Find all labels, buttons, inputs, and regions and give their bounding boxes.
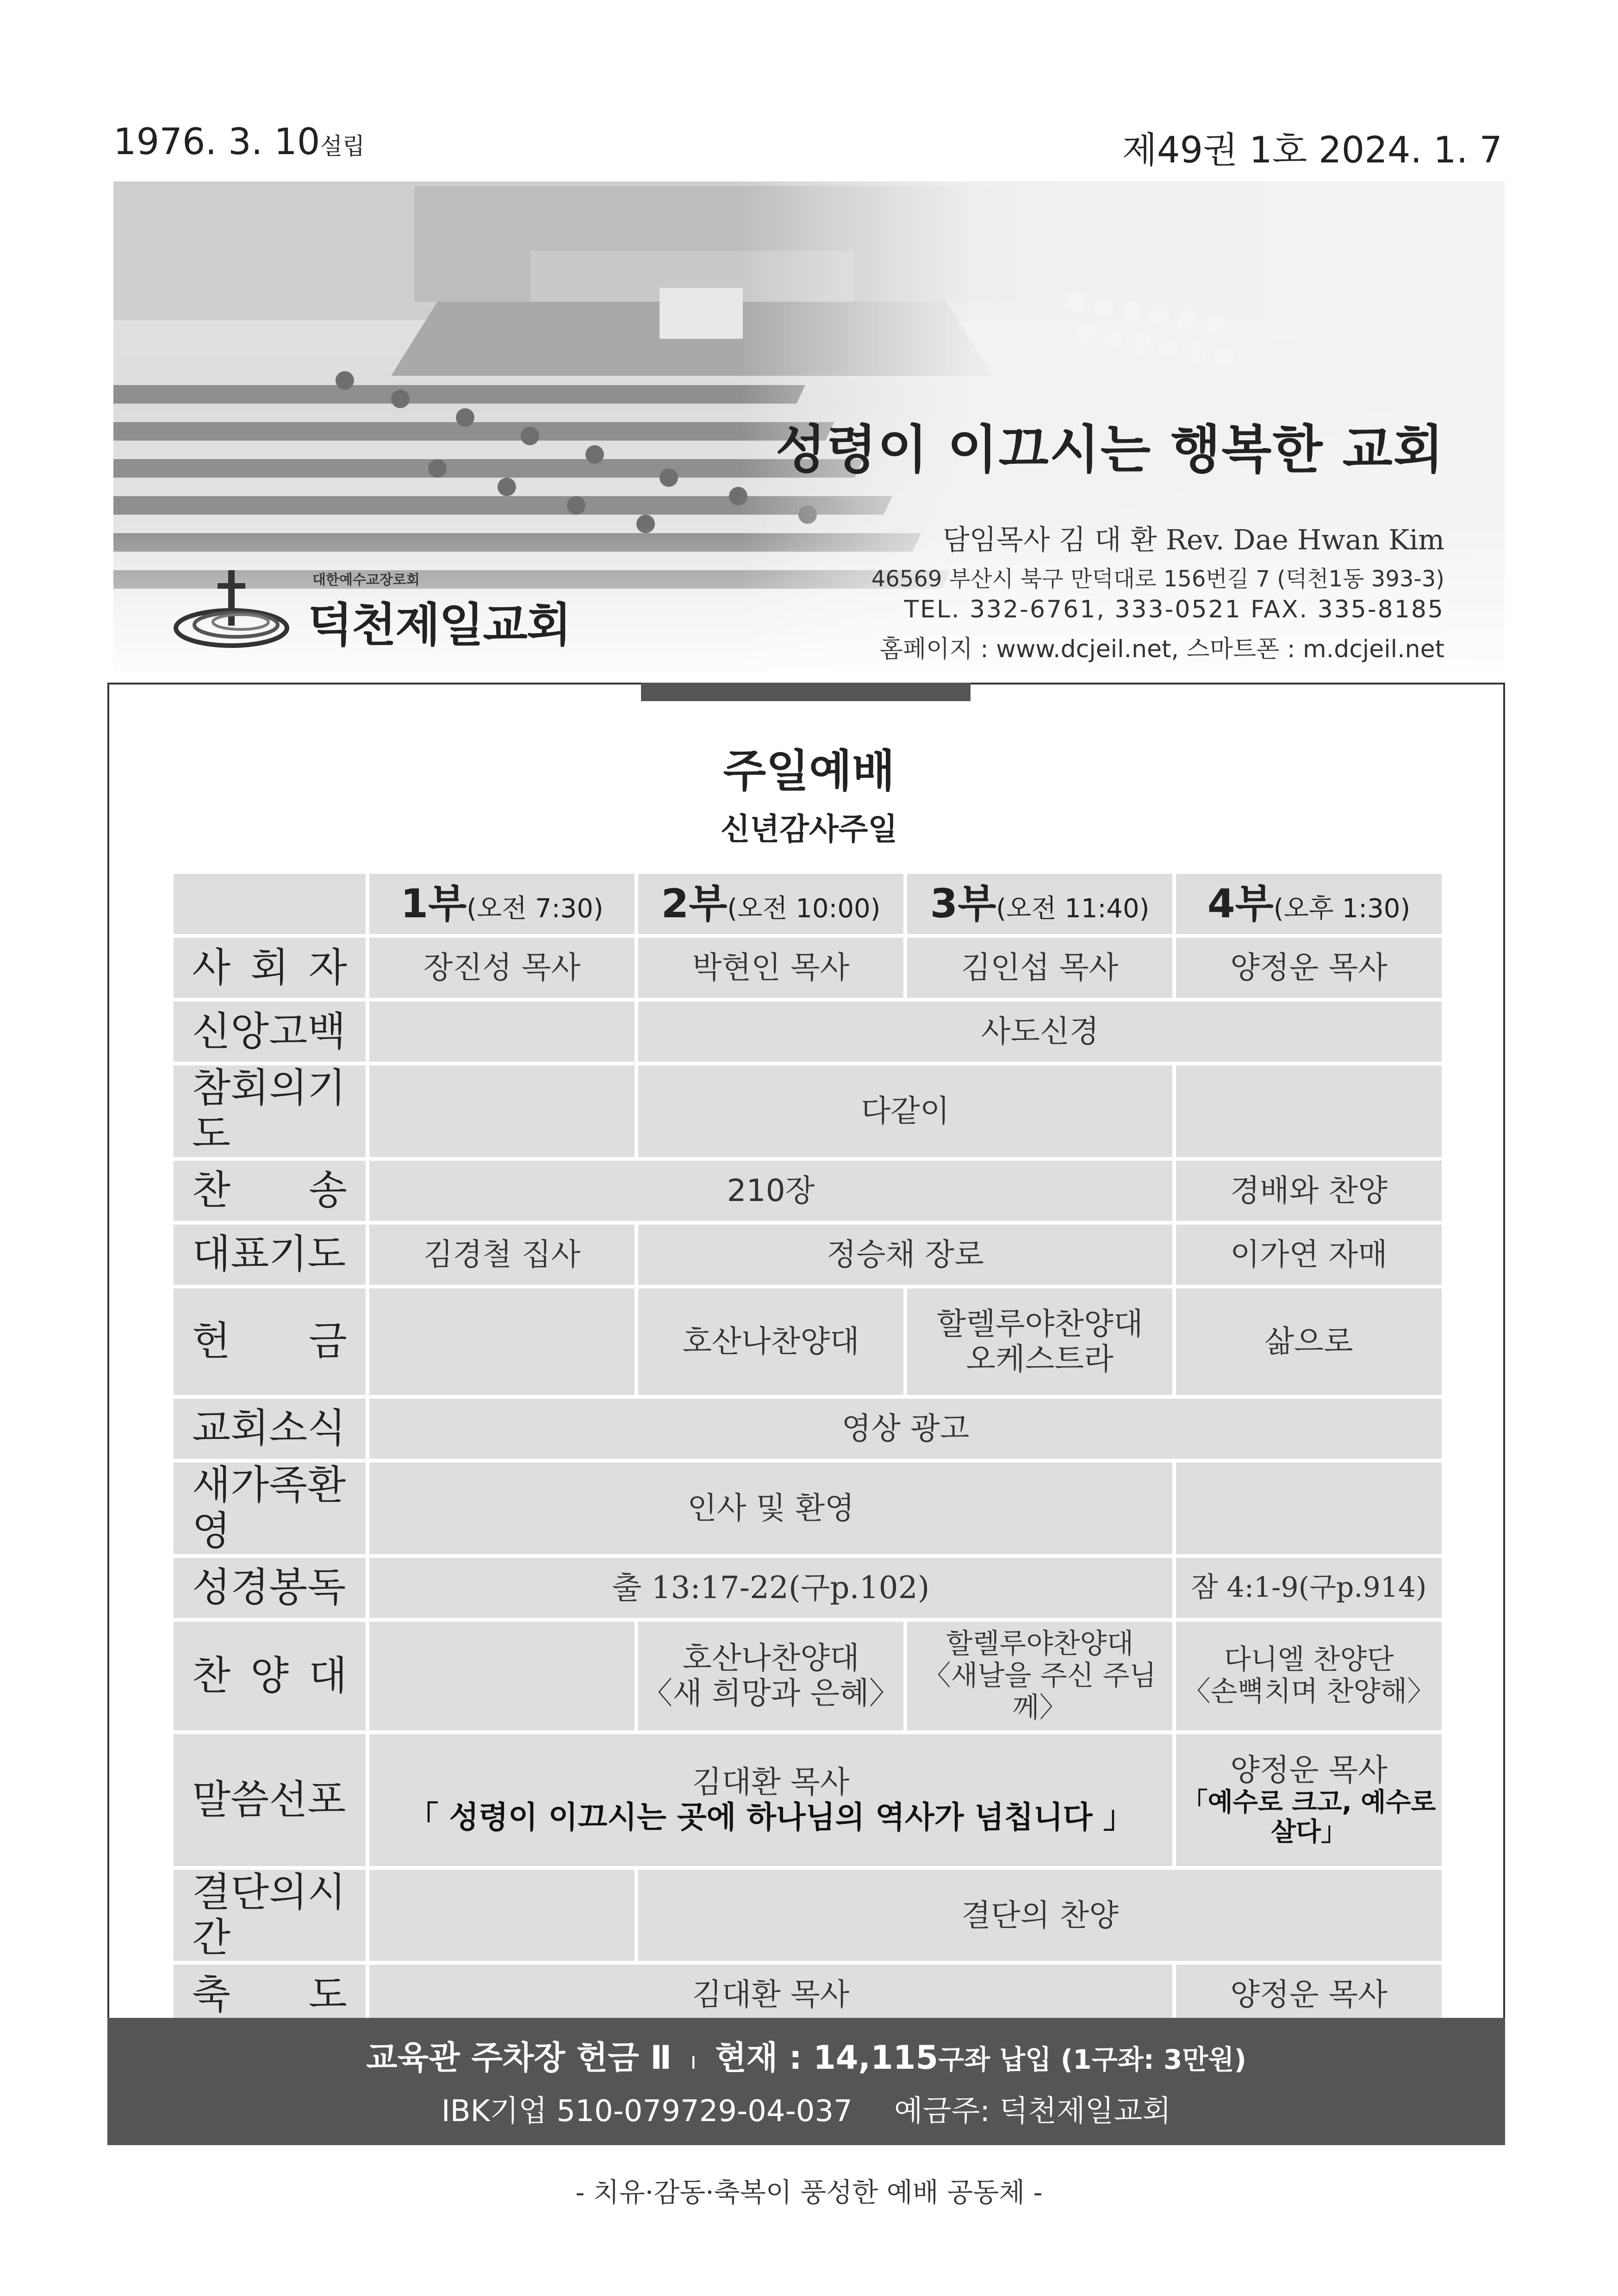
table-cell: [1176, 1622, 1442, 1730]
issue-number: 제49권 1호 2024. 1. 7: [1122, 130, 1502, 171]
table-header-row: [174, 874, 1442, 934]
church-slogan: 성령이 이끄시는 행복한 교회: [775, 419, 1444, 480]
table-row: [174, 1065, 1442, 1157]
logo-church-name: 덕천제일교회: [308, 598, 571, 652]
table-cell: 영상 광고: [369, 1399, 1442, 1459]
row-label-news: 교회소식: [174, 1399, 366, 1459]
header-service-2: 2부(오전 10:00): [638, 874, 903, 934]
table-cell-empty: [1176, 1065, 1442, 1157]
table-cell: 사도신경: [638, 1002, 1442, 1062]
church-logo: [174, 566, 571, 658]
cell-line: 호산나찬양대: [682, 1640, 859, 1676]
campaign-status: 현재 : 14,115: [715, 2039, 939, 2077]
account-line: [107, 2087, 1505, 2130]
church-address: 46569 부산시 북구 만덕대로 156번길 7 (덕천1동 393-3): [871, 566, 1444, 592]
row-label-creed: 신앙고백: [174, 1002, 366, 1062]
table-cell: 양정운 목사: [1176, 1965, 1442, 2025]
row-label-welcome: 새가족환영: [174, 1462, 366, 1554]
table-cell: 장진성 목사: [369, 938, 635, 998]
cell-line: 할렐루야찬양대: [936, 1306, 1143, 1342]
cell-line: 오케스트라: [966, 1341, 1114, 1377]
box-tab-decoration: [641, 683, 971, 701]
campaign-separator: ı: [690, 2047, 697, 2074]
header-service-4: 4부(오후 1:30): [1176, 874, 1442, 934]
row-label-decision: 결단의시간: [174, 1870, 366, 1961]
campaign-name: 교육관 주차장 헌금 Ⅱ: [366, 2039, 672, 2077]
table-cell: 박현인 목사: [638, 938, 903, 998]
table-cell: [1176, 1734, 1442, 1866]
table-cell: 김대환 목사: [369, 1965, 1172, 2025]
table-row: [174, 1870, 1442, 1961]
row-label-offering: 헌 금: [174, 1288, 366, 1395]
table-cell: 호산나찬양대: [638, 1288, 903, 1395]
table-cell: 삶으로: [1176, 1288, 1442, 1395]
table-cell-empty: [369, 1622, 635, 1730]
table-row: [174, 1734, 1442, 1866]
row-label-presider: 사 회 자: [174, 938, 366, 998]
table-cell: 이가연 자매: [1176, 1225, 1442, 1285]
table-cell: 인사 및 환영: [369, 1462, 1172, 1554]
founded-date-value: 1976. 3. 10: [113, 121, 320, 163]
campaign-status-suffix: 구좌 납입 (1구좌: 3만원): [938, 2044, 1246, 2075]
row-label-sermon: 말씀선포: [174, 1734, 366, 1866]
table-row: [174, 1558, 1442, 1618]
founded-date: [113, 121, 365, 163]
table-cell: 출 13:17-22(구p.102): [369, 1558, 1172, 1618]
table-cell-empty: [1176, 1462, 1442, 1554]
service-subtitle: 신년감사주일: [720, 811, 898, 847]
logo-emblem-icon: [174, 566, 303, 658]
church-phone: TEL. 332-6761, 333-0521 FAX. 335-8185: [904, 596, 1444, 623]
service-order-table: [170, 870, 1445, 2028]
table-cell: 정승채 장로: [638, 1225, 1172, 1285]
header-service-3: 3부(오전 11:40): [907, 874, 1172, 934]
table-cell-empty: [369, 1002, 635, 1062]
account-holder: 예금주: 덕천제일교회: [894, 2094, 1171, 2128]
bank-account: IBK기업 510-079729-04-037: [441, 2094, 853, 2128]
table-cell: [907, 1622, 1172, 1730]
sermon-title: 「예수로 크고, 예수로 살다」: [1182, 1787, 1436, 1847]
table-row: [174, 938, 1442, 998]
offering-campaign-bar: [107, 2018, 1505, 2145]
table-row: [174, 1622, 1442, 1730]
table-cell: [907, 1288, 1172, 1395]
table-cell: 결단의 찬양: [638, 1870, 1442, 1961]
campaign-line: [107, 2032, 1505, 2078]
church-website: 홈페이지 : www.dcjeil.net, 스마트폰 : m.dcjeil.net: [879, 635, 1444, 663]
table-row: [174, 1225, 1442, 1285]
senior-pastor: 담임목사 김 대 환 Rev. Dae Hwan Kim: [942, 524, 1444, 556]
sermon-preacher: 김대환 목사: [692, 1764, 850, 1800]
table-cell: 양정운 목사: [1176, 938, 1442, 998]
sermon-preacher: 양정운 목사: [1230, 1752, 1388, 1788]
sermon-title: 「 성령이 이끄시는 곳에 하나님의 역사가 넘칩니다 」: [408, 1799, 1134, 1836]
table-cell: 김인섭 목사: [907, 938, 1172, 998]
table-row: [174, 1965, 1442, 2025]
table-cell-empty: [369, 1870, 635, 1961]
table-cell: 잠 4:1-9(구p.914): [1176, 1558, 1442, 1618]
table-row: [174, 1462, 1442, 1554]
header-corner-cell: [174, 874, 366, 934]
row-label-hymn: 찬 송: [174, 1161, 366, 1221]
cell-line: 다니엘 찬양단: [1224, 1643, 1394, 1676]
table-cell: 210장: [369, 1161, 1172, 1221]
table-cell: [638, 1622, 903, 1730]
service-title: 주일예배: [723, 745, 895, 797]
table-cell-empty: [369, 1288, 635, 1395]
row-label-prayer: 대표기도: [174, 1225, 366, 1285]
table-cell: 다같이: [638, 1065, 1172, 1157]
row-label-reading: 성경봉독: [174, 1558, 366, 1618]
logo-denomination: 대한예수교장로회: [312, 572, 420, 588]
cell-line: 〈새날을 주신 주님께〉: [923, 1659, 1157, 1724]
church-photo-banner: [113, 181, 1505, 672]
table-row: [174, 1002, 1442, 1062]
table-row: [174, 1161, 1442, 1221]
cell-line: 〈손뼉치며 찬양해〉: [1182, 1675, 1435, 1708]
church-motto: - 치유·감동·축복이 풍성한 예배 공동체 -: [575, 2177, 1043, 2208]
cell-line: 할렐루야찬양대: [946, 1627, 1134, 1660]
table-row: [174, 1288, 1442, 1395]
table-cell: 김경철 집사: [369, 1225, 635, 1285]
row-label-confession: 참회의기도: [174, 1065, 366, 1157]
table-cell: 경배와 찬양: [1176, 1161, 1442, 1221]
cell-line: 〈새 희망과 은혜〉: [642, 1675, 900, 1711]
founded-suffix: 설립: [320, 133, 365, 160]
table-cell-empty: [369, 1065, 635, 1157]
table-row: [174, 1399, 1442, 1459]
header-service-1: 1부(오전 7:30): [369, 874, 635, 934]
row-label-choir: 찬 양 대: [174, 1622, 366, 1730]
table-cell: [369, 1734, 1172, 1866]
row-label-benediction: 축 도: [174, 1965, 366, 2025]
